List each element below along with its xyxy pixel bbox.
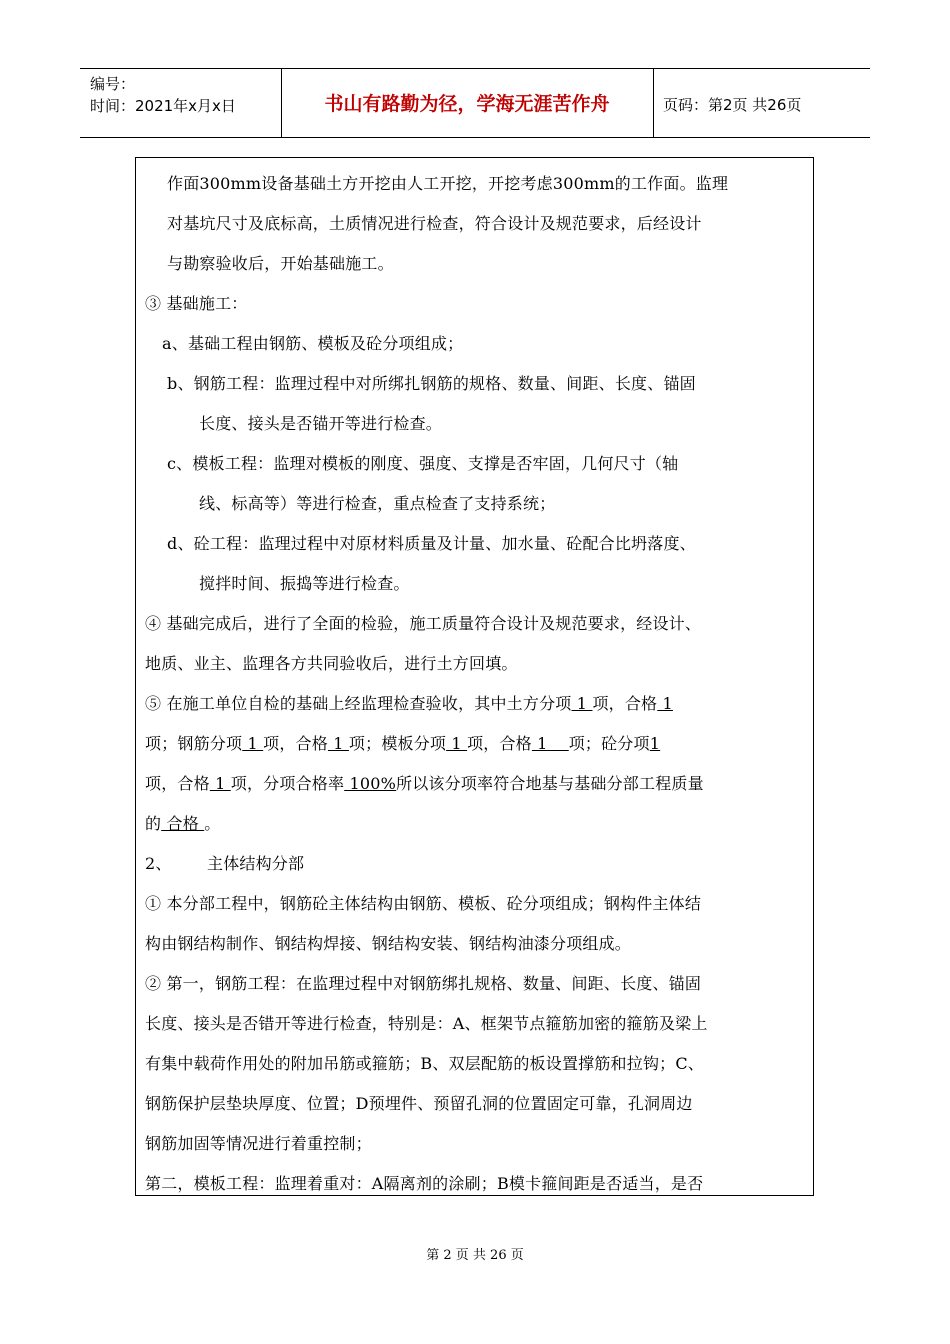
header-divider	[653, 69, 654, 137]
page-footer: 第 2 页 共 26 页	[426, 1248, 524, 1263]
header-meta	[90, 73, 236, 117]
filled-value: 100%	[344, 774, 396, 793]
body-line: 长度、接头是否错开等进行检查，特别是：A、框架节点箍筋加密的箍筋及梁上	[145, 1014, 708, 1033]
filled-value: 1	[327, 734, 349, 753]
body-line: 有集中载荷作用处的附加吊筋或箍筋；B、双层配筋的板设置撑筋和拉钩；C、	[145, 1054, 705, 1073]
body-line: 搅拌时间、振捣等进行检查。	[199, 574, 410, 593]
body-line: c、模板工程：监理对模板的刚度、强度、支撑是否牢固，几何尺寸（轴	[167, 454, 679, 473]
body-line: d、砼工程：监理过程中对原材料质量及计量、加水量、砼配合比坍落度、	[167, 534, 696, 553]
header-motto: 书山有路勤为径，学海无涯苦作舟	[324, 93, 610, 115]
filled-value: 1	[657, 694, 673, 713]
filled-value: 1	[446, 734, 468, 753]
body-line: 的 合格 。	[145, 814, 221, 833]
body-line: 钢筋保护层垫块厚度、位置；D预埋件、预留孔洞的位置固定可靠，孔洞周边	[145, 1094, 693, 1113]
body-line: 钢筋加固等情况进行着重控制；	[145, 1134, 372, 1153]
body-line: 作面300mm设备基础土方开挖由人工开挖，开挖考虑300mm的工作面。监理	[167, 174, 729, 193]
content-box	[135, 157, 814, 1196]
body-line: b、钢筋工程：监理过程中对所绑扎钢筋的规格、数量、间距、长度、锚固	[167, 374, 696, 393]
section-number: 2、	[145, 854, 172, 873]
body-line: 项，合格 1 项，分项合格率 100%所以该分项率符合地基与基础分部工程质量	[145, 774, 704, 793]
header-page-number: 页码：第2页 共26页	[663, 96, 802, 114]
document-number: 编号：	[90, 75, 136, 93]
filled-value: 1	[209, 774, 231, 793]
body-line: 地质、业主、监理各方共同验收后，进行土方回填。	[145, 654, 518, 673]
body-line: a、基础工程由钢筋、模板及砼分项组成；	[162, 334, 464, 353]
page-header	[80, 68, 870, 138]
body-line: ② 第一，钢筋工程：在监理过程中对钢筋绑扎规格、数量、间距、长度、锚固	[145, 974, 702, 993]
section-heading: 主体结构分部	[207, 854, 305, 873]
filled-value: 1	[571, 694, 593, 713]
document-time: 时间：2021年x月x日	[90, 97, 236, 115]
body-line: 对基坑尺寸及底标高，土质情况进行检查，符合设计及规范要求，后经设计	[167, 214, 702, 233]
body-line: 线、标高等）等进行检查，重点检查了支持系统；	[199, 494, 556, 513]
filled-value: 1	[531, 734, 569, 753]
body-line: ⑤ 在施工单位自检的基础上经监理检查验收，其中土方分项 1 项，合格 1	[145, 694, 673, 713]
body-line: ④ 基础完成后，进行了全面的检验，施工质量符合设计及规范要求，经设计、	[145, 614, 702, 633]
body-line: 第二，模板工程：监理着重对：A隔离剂的涂刷；B模卡箍间距是否适当，是否	[145, 1174, 704, 1193]
filled-value: 合格	[161, 814, 205, 833]
body-line: 与勘察验收后，开始基础施工。	[167, 254, 394, 273]
body-line: 项；钢筋分项 1 项，合格 1 项；模板分项 1 项，合格 1 项；砼分项1	[145, 734, 661, 753]
section-heading: ③ 基础施工：	[145, 294, 248, 313]
filled-value: 1	[649, 734, 661, 753]
body-line: 构由钢结构制作、钢结构焊接、钢结构安装、钢结构油漆分项组成。	[145, 934, 632, 953]
body-line: 长度、接头是否锚开等进行检查。	[199, 414, 443, 433]
filled-value: 1	[242, 734, 264, 753]
body-line: ① 本分部工程中，钢筋砼主体结构由钢筋、模板、砼分项组成；钢构件主体结	[145, 894, 702, 913]
